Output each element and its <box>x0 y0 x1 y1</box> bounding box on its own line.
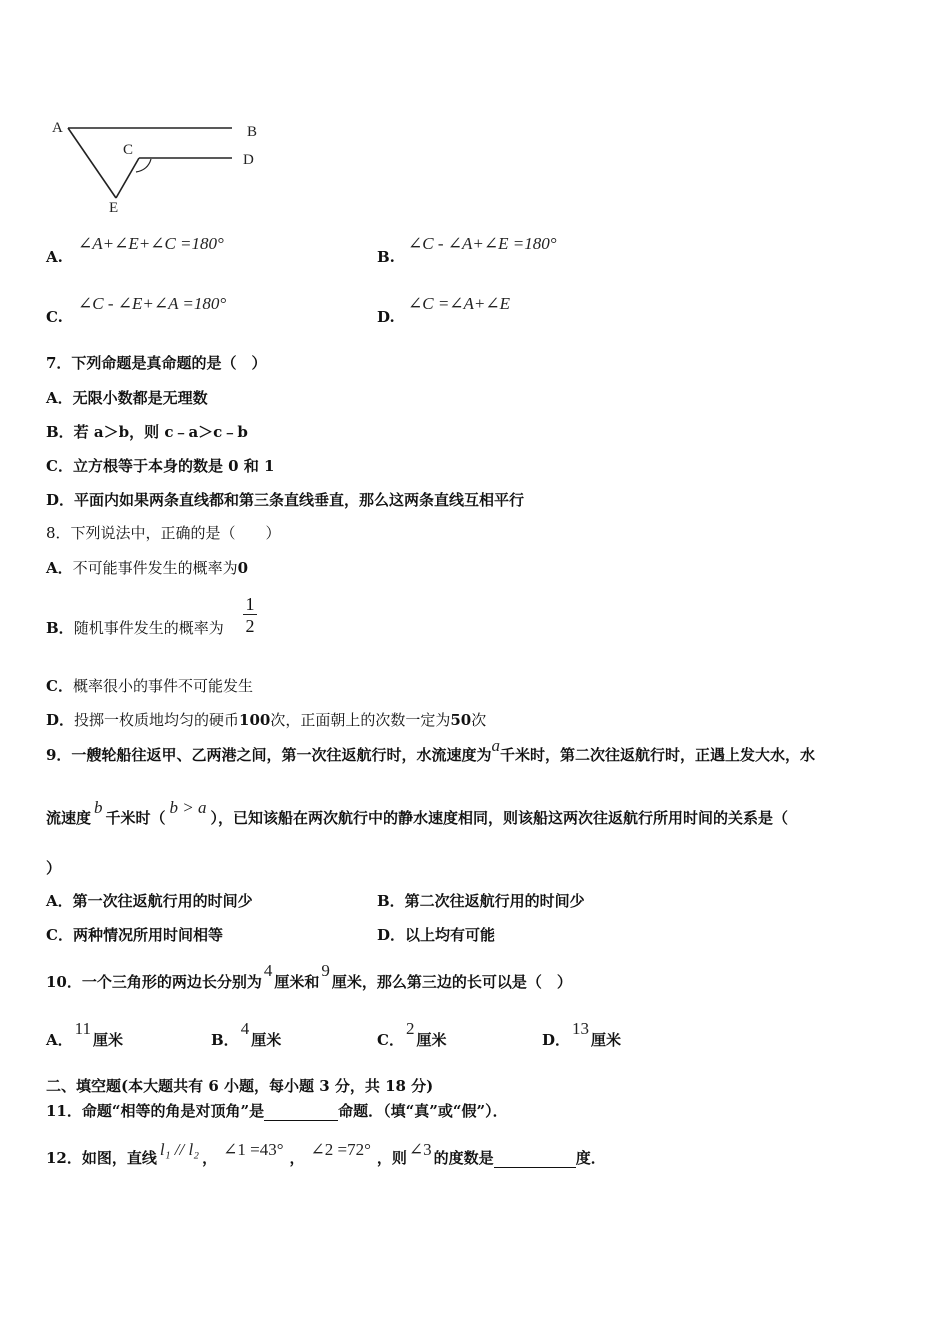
q9-option-a[interactable]: A．第一次往返航行用的时间少 <box>46 892 253 910</box>
label-b: B <box>247 124 258 140</box>
q6-option-a-expr: ∠A+∠E+∠C =180° <box>78 234 224 253</box>
q7-option-b[interactable]: B．若 a＞b，则 c﹣a＞c﹣b <box>46 423 248 441</box>
q11-answer-blank[interactable] <box>264 1102 338 1121</box>
q12-answer-blank[interactable] <box>494 1149 576 1168</box>
q10-option-a-value: 11 <box>74 1019 92 1038</box>
q9-text-3: 流速度 <box>46 809 92 827</box>
q6-option-c[interactable] <box>46 308 63 326</box>
q6-option-a-label: A. <box>46 248 63 266</box>
q6-option-d-label: D. <box>377 308 395 326</box>
q8-option-b[interactable] <box>46 618 224 638</box>
q12-condition-parallel: l₁ // l₂ <box>159 1140 200 1159</box>
q6-option-b-expr: ∠C - ∠A+∠E =180° <box>408 234 557 253</box>
q12-separator-1: ， <box>202 1149 218 1167</box>
q10-option-d[interactable] <box>542 1019 622 1050</box>
label-d: D <box>243 152 254 168</box>
q12-angle3: ∠3 <box>408 1140 432 1159</box>
q10-option-d-value: 13 <box>572 1019 590 1038</box>
q8-stem: 8．下列说法中，正确的是（ ） <box>46 524 281 542</box>
q6-option-d-expr: ∠C =∠A+∠E <box>408 294 511 313</box>
q6-option-c-label: C. <box>46 308 63 326</box>
q7-stem: 7．下列命题是真命题的是（ ） <box>46 354 267 372</box>
q8-option-a-label: A． <box>46 559 73 577</box>
q9-line-1 <box>46 736 815 765</box>
q10-option-b-value: 4 <box>240 1019 250 1038</box>
q9-line-2 <box>46 798 789 828</box>
q10-option-b-unit: 厘米 <box>251 1031 282 1049</box>
q8-option-d-text2: 次，正面朝上的次数一定为 <box>270 711 451 729</box>
q12-condition-angle1: ∠1 =43° <box>223 1140 284 1159</box>
q9-text-5: ），已知该船在两次航行中的静水速度相同，则该船这两次往返航行所用时间的关系是（ <box>210 809 789 827</box>
q11-line <box>46 1101 508 1121</box>
q8-option-b-text: 随机事件发生的概率为 <box>73 619 224 637</box>
q10-option-b-label: B． <box>211 1031 239 1049</box>
label-e: E <box>109 200 119 216</box>
q8-option-d[interactable] <box>46 710 486 730</box>
q9-text-4: 千米时（ <box>105 809 166 827</box>
q12-condition-angle2: ∠2 =72° <box>310 1140 371 1159</box>
q7-option-d[interactable]: D．平面内如果两条直线都和第三条直线垂直，那么这两条直线互相平行 <box>46 491 525 509</box>
q10-text-1: 10．一个三角形的两边长分别为 <box>46 973 262 991</box>
q10-option-a-unit: 厘米 <box>93 1031 124 1049</box>
q10-stem <box>46 961 572 992</box>
q8-option-d-num1: 100 <box>239 711 271 729</box>
q10-option-c-label: C． <box>377 1031 404 1049</box>
q10-option-d-unit: 厘米 <box>591 1031 622 1049</box>
q9-text-6: ） <box>46 859 62 877</box>
q12-text-1: 12．如图，直线 <box>46 1149 157 1167</box>
q8-option-d-text3: 次 <box>471 711 487 729</box>
label-a: A <box>52 120 63 136</box>
q8-option-a[interactable] <box>46 558 248 578</box>
q8-option-c[interactable] <box>46 676 253 696</box>
q10-option-a-label: A． <box>46 1031 73 1049</box>
q9-text-2: 千米时，第二次往返航行时，正遇上发大水，水 <box>499 746 815 764</box>
q10-text-3: 厘米，那么第三边的长可以是（ ） <box>331 973 572 991</box>
label-c: C <box>123 142 134 158</box>
q6-option-b[interactable] <box>377 248 395 266</box>
q8-option-a-num: 0 <box>237 559 249 577</box>
section-2-title: 二、填空题(本大题共有 6 小题，每小题 3 分，共 18 分) <box>46 1077 434 1095</box>
q10-option-b[interactable] <box>211 1019 282 1050</box>
q9-text-1: 9．一艘轮船往返甲、乙两港之间，第一次往返航行时，水流速度为 <box>46 746 492 764</box>
q11-text-2: 命题．（填“真”或“假”）． <box>338 1102 508 1120</box>
q12-text-3: 的度数是 <box>433 1149 494 1167</box>
q12-text-2: ，则 <box>376 1149 407 1167</box>
q6-option-d[interactable] <box>377 308 395 326</box>
fraction-denominator: 2 <box>245 616 255 636</box>
q12-separator-2: ， <box>289 1149 305 1167</box>
q10-value-2: 9 <box>321 961 330 980</box>
q8-option-d-text1: 投掷一枚质地均匀的硬币 <box>74 711 240 729</box>
q10-option-d-label: D． <box>542 1031 571 1049</box>
q7-option-a[interactable]: A．无限小数都是无理数 <box>46 389 208 407</box>
q10-option-c-value: 2 <box>405 1019 415 1038</box>
q10-option-c-unit: 厘米 <box>416 1031 447 1049</box>
q8-option-c-text: 概率很小的事件不可能发生 <box>72 677 253 695</box>
q10-option-a[interactable] <box>46 1019 124 1050</box>
geometry-figure <box>44 112 274 218</box>
q10-option-c[interactable] <box>377 1019 447 1050</box>
q6-option-b-label: B. <box>377 248 395 266</box>
q9-option-c[interactable]: C．两种情况所用时间相等 <box>46 926 223 944</box>
fraction-numerator: 1 <box>243 594 257 615</box>
q8-option-b-fraction <box>243 594 257 637</box>
q6-option-c-expr: ∠C - ∠E+∠A =180° <box>78 294 227 313</box>
q8-option-a-text: 不可能事件发生的概率为 <box>72 559 238 577</box>
q8-option-b-label: B． <box>46 619 74 637</box>
q9-option-d[interactable]: D．以上均有可能 <box>377 926 496 944</box>
q12-text-4: 度． <box>575 1149 606 1167</box>
q7-option-c[interactable]: C．立方根等于本身的数是 0 和 1 <box>46 457 275 475</box>
q11-text-1: 11．命题“相等的角是对顶角”是 <box>46 1102 265 1120</box>
q10-text-2: 厘米和 <box>274 973 320 991</box>
q9-option-b[interactable]: B．第二次往返航行用的时间少 <box>377 892 585 910</box>
q8-option-c-label: C． <box>46 677 73 695</box>
q9-condition: b > a <box>169 798 207 817</box>
q9-var-b: b <box>94 798 103 817</box>
q6-option-a[interactable] <box>46 248 63 266</box>
q9-var-a: a <box>491 736 500 755</box>
q12-line <box>46 1140 606 1168</box>
q8-option-d-num2: 50 <box>450 711 472 729</box>
q10-value-1: 4 <box>263 961 273 980</box>
q8-option-d-label: D． <box>46 711 75 729</box>
